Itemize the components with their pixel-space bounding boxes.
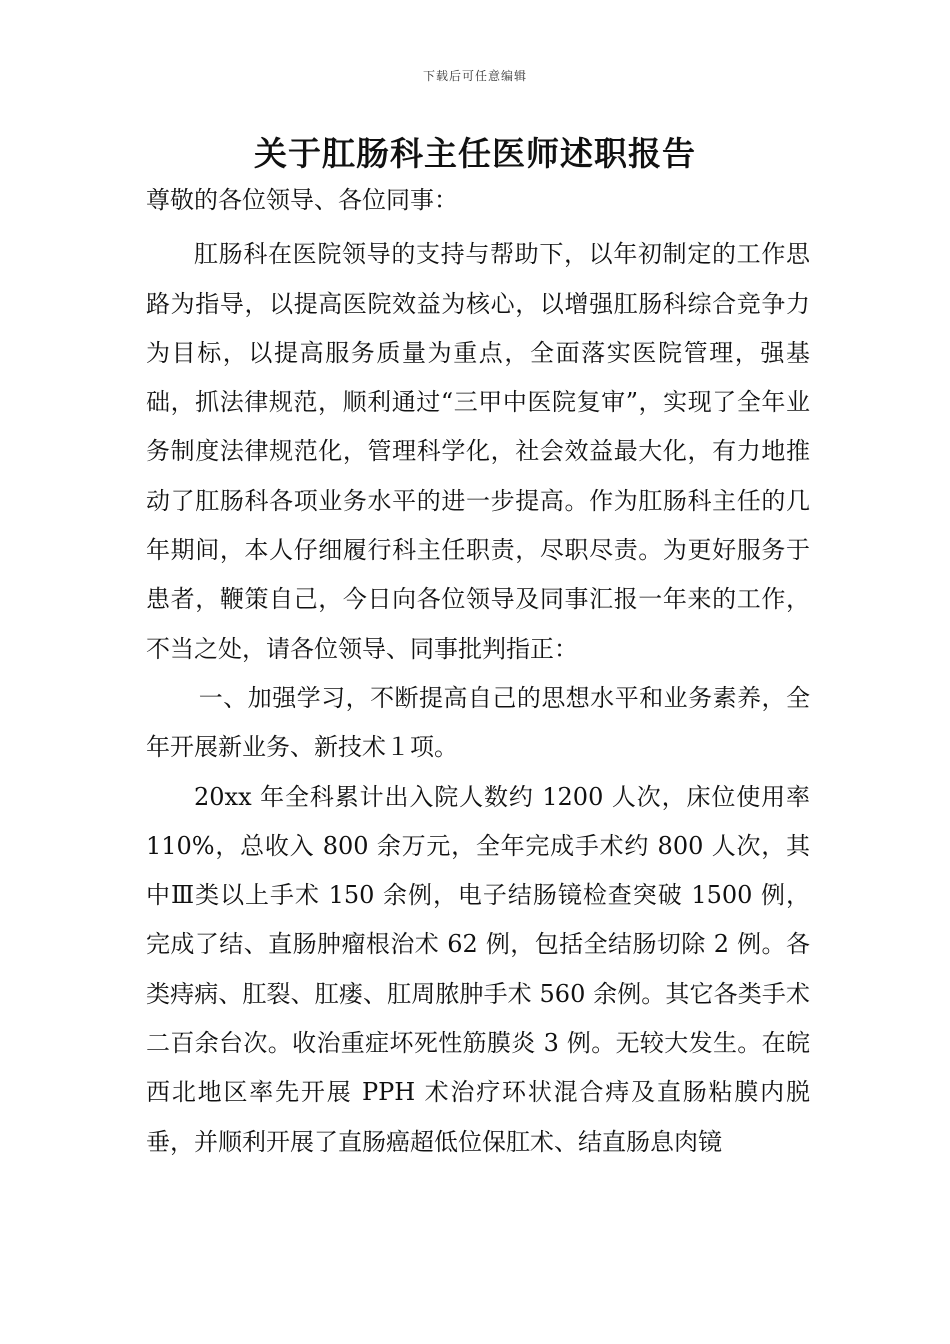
paragraph-intro: 肛肠科在医院领导的支持与帮助下，以年初制定的工作思路为指导，以提高医院效益为核心，以增强肛肠科综合竞争力为目标，以提高服务质量为重点，全面落实医院管理，强基础，抓法律规范，顺利通过“三甲中医院复审”，实现了全年业务制度法律规范化，管理科学化，社会效益最大化，有力地推动了肛肠科各项业务水平的进一步提高。作为肛肠科主任的几年期间，本人仔细履行科主任职责，尽职尽责。为更好服务于患者，鞭策自己，今日向各位领导及同事汇报一年来的工作，不当之处，请各位领导、同事批判指正： — [146, 240, 810, 663]
paragraph-statistics: 20xx 年全科累计出入院人数约 1200 人次，床位使用率 110%，总收入 800 余万元，全年完成手术约 800 人次，其中Ⅲ类以上手术 150 余例，电子结肠镜检查突破 1500 例，完成了结、直肠肿瘤根治术 62 例，包括全结肠切除 2 例。各类痔病、肛裂、肛瘘、肛周脓肿手术 560 余例。其它各类手术二百余台次。收治重症坏死性筋膜炎 3 例。无较大发生。在皖西北地区率先开展 PPH 术治疗环状混合痔及直肠粘膜内脱垂，并顺利开展了直肠癌超低位保肛术、结直肠息肉镜 — [146, 782, 810, 1156]
paragraph-section-one: 一、加强学习，不断提高自己的思想水平和业务素养，全年开展新业务、新技术１项。 — [146, 683, 810, 762]
header-note: 下载后可任意编辑 — [422, 69, 527, 83]
greeting-line: 尊敬的各位领导、各位同事： — [146, 186, 458, 214]
document-body — [146, 176, 810, 1167]
document-title: 关于肛肠科主任医师述职报告 — [254, 134, 696, 173]
